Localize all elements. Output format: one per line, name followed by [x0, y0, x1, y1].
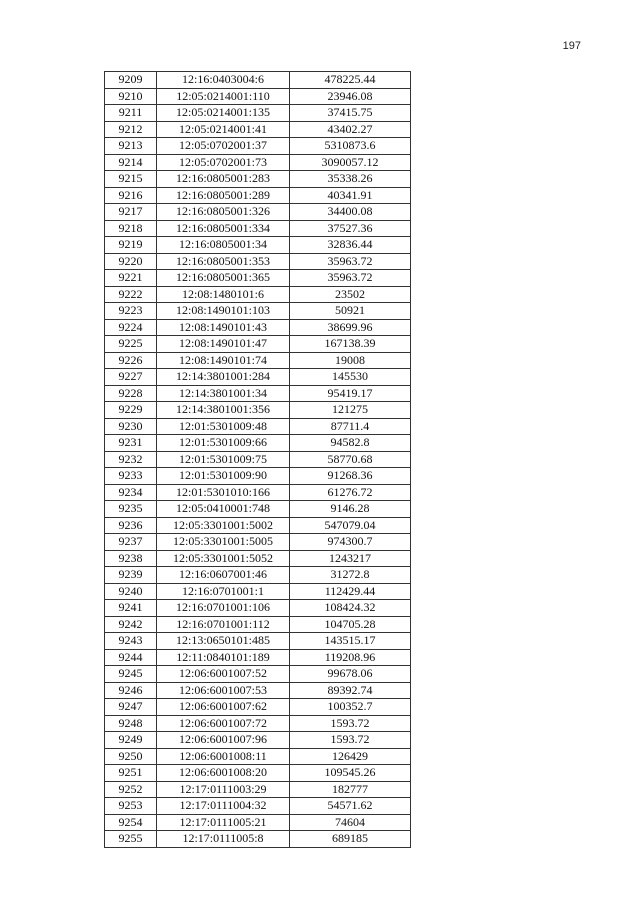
value-cell: 87711.4: [290, 418, 411, 435]
row-number-cell: 9217: [105, 204, 157, 221]
table-row: [105, 715, 411, 732]
cadastral-number-cell: 12:05:0702001:37: [157, 138, 290, 155]
table-row: [105, 831, 411, 848]
row-number-cell: 9251: [105, 765, 157, 782]
value-cell: 478225.44: [290, 72, 411, 89]
table-row: [105, 567, 411, 584]
row-number-cell: 9225: [105, 336, 157, 353]
table-row: [105, 781, 411, 798]
value-cell: 54571.62: [290, 798, 411, 815]
value-cell: 91268.36: [290, 468, 411, 485]
row-number-cell: 9212: [105, 121, 157, 138]
table-row: [105, 682, 411, 699]
cadastral-value-table: [104, 71, 411, 848]
table-body: [105, 72, 411, 848]
value-cell: 100352.7: [290, 699, 411, 716]
value-cell: 145530: [290, 369, 411, 386]
value-cell: 23946.08: [290, 88, 411, 105]
row-number-cell: 9239: [105, 567, 157, 584]
value-cell: 104705.28: [290, 616, 411, 633]
cadastral-number-cell: 12:08:1490101:43: [157, 319, 290, 336]
cadastral-number-cell: 12:01:5301010:166: [157, 484, 290, 501]
cadastral-number-cell: 12:17:0111005:8: [157, 831, 290, 848]
row-number-cell: 9246: [105, 682, 157, 699]
row-number-cell: 9238: [105, 550, 157, 567]
cadastral-number-cell: 12:16:0805001:34: [157, 237, 290, 254]
row-number-cell: 9227: [105, 369, 157, 386]
value-cell: 182777: [290, 781, 411, 798]
row-number-cell: 9237: [105, 534, 157, 551]
cadastral-number-cell: 12:08:1490101:74: [157, 352, 290, 369]
table-row: [105, 765, 411, 782]
row-number-cell: 9216: [105, 187, 157, 204]
cadastral-number-cell: 12:05:0214001:110: [157, 88, 290, 105]
cadastral-number-cell: 12:01:5301009:48: [157, 418, 290, 435]
value-cell: 95419.17: [290, 385, 411, 402]
cadastral-number-cell: 12:06:6001007:53: [157, 682, 290, 699]
value-cell: 9146.28: [290, 501, 411, 518]
cadastral-number-cell: 12:08:1490101:103: [157, 303, 290, 320]
value-cell: 119208.96: [290, 649, 411, 666]
cadastral-number-cell: 12:06:6001007:96: [157, 732, 290, 749]
cadastral-number-cell: 12:16:0701001:112: [157, 616, 290, 633]
table-row: [105, 600, 411, 617]
table-row: [105, 402, 411, 419]
table-row: [105, 501, 411, 518]
row-number-cell: 9213: [105, 138, 157, 155]
value-cell: 35338.26: [290, 171, 411, 188]
cadastral-number-cell: 12:01:5301009:90: [157, 468, 290, 485]
cadastral-number-cell: 12:16:0403004:6: [157, 72, 290, 89]
value-cell: 61276.72: [290, 484, 411, 501]
row-number-cell: 9254: [105, 814, 157, 831]
value-cell: 89392.74: [290, 682, 411, 699]
cadastral-number-cell: 12:06:6001007:52: [157, 666, 290, 683]
cadastral-number-cell: 12:17:0111004:32: [157, 798, 290, 815]
table-row: [105, 237, 411, 254]
row-number-cell: 9233: [105, 468, 157, 485]
row-number-cell: 9230: [105, 418, 157, 435]
cadastral-number-cell: 12:06:6001007:62: [157, 699, 290, 716]
table-row: [105, 105, 411, 122]
value-cell: 40341.91: [290, 187, 411, 204]
value-cell: 974300.7: [290, 534, 411, 551]
row-number-cell: 9236: [105, 517, 157, 534]
table-row: [105, 72, 411, 89]
row-number-cell: 9231: [105, 435, 157, 452]
value-cell: 34400.08: [290, 204, 411, 221]
value-cell: 1243217: [290, 550, 411, 567]
value-cell: 109545.26: [290, 765, 411, 782]
table-row: [105, 468, 411, 485]
value-cell: 3090057.12: [290, 154, 411, 171]
cadastral-number-cell: 12:16:0701001:106: [157, 600, 290, 617]
table-row: [105, 699, 411, 716]
row-number-cell: 9253: [105, 798, 157, 815]
cadastral-number-cell: 12:05:3301001:5005: [157, 534, 290, 551]
table-row: [105, 187, 411, 204]
value-cell: 37527.36: [290, 220, 411, 237]
value-cell: 94582.8: [290, 435, 411, 452]
value-cell: 31272.8: [290, 567, 411, 584]
table-row: [105, 534, 411, 551]
row-number-cell: 9229: [105, 402, 157, 419]
cadastral-number-cell: 12:05:0702001:73: [157, 154, 290, 171]
table-row: [105, 616, 411, 633]
cadastral-number-cell: 12:01:5301009:75: [157, 451, 290, 468]
cadastral-number-cell: 12:08:1480101:6: [157, 286, 290, 303]
row-number-cell: 9242: [105, 616, 157, 633]
value-cell: 112429.44: [290, 583, 411, 600]
table-row: [105, 814, 411, 831]
row-number-cell: 9224: [105, 319, 157, 336]
value-cell: 58770.68: [290, 451, 411, 468]
cadastral-number-cell: 12:16:0805001:289: [157, 187, 290, 204]
table-row: [105, 303, 411, 320]
row-number-cell: 9210: [105, 88, 157, 105]
row-number-cell: 9218: [105, 220, 157, 237]
table-row: [105, 435, 411, 452]
table-row: [105, 451, 411, 468]
table-row: [105, 319, 411, 336]
value-cell: 37415.75: [290, 105, 411, 122]
cadastral-number-cell: 12:11:0840101:189: [157, 649, 290, 666]
cadastral-number-cell: 12:17:0111005:21: [157, 814, 290, 831]
value-cell: 167138.39: [290, 336, 411, 353]
row-number-cell: 9250: [105, 748, 157, 765]
value-cell: 121275: [290, 402, 411, 419]
value-cell: 32836.44: [290, 237, 411, 254]
cadastral-number-cell: 12:05:0410001:748: [157, 501, 290, 518]
cadastral-number-cell: 12:05:0214001:135: [157, 105, 290, 122]
table-row: [105, 517, 411, 534]
row-number-cell: 9234: [105, 484, 157, 501]
row-number-cell: 9245: [105, 666, 157, 683]
row-number-cell: 9241: [105, 600, 157, 617]
value-cell: 50921: [290, 303, 411, 320]
table-row: [105, 550, 411, 567]
cadastral-number-cell: 12:16:0607001:46: [157, 567, 290, 584]
table-row: [105, 352, 411, 369]
value-cell: 35963.72: [290, 253, 411, 270]
row-number-cell: 9228: [105, 385, 157, 402]
value-cell: 23502: [290, 286, 411, 303]
row-number-cell: 9226: [105, 352, 157, 369]
row-number-cell: 9243: [105, 633, 157, 650]
cadastral-number-cell: 12:17:0111003:29: [157, 781, 290, 798]
row-number-cell: 9244: [105, 649, 157, 666]
cadastral-number-cell: 12:14:3801001:356: [157, 402, 290, 419]
row-number-cell: 9220: [105, 253, 157, 270]
row-number-cell: 9235: [105, 501, 157, 518]
cadastral-number-cell: 12:16:0805001:326: [157, 204, 290, 221]
value-cell: 74604: [290, 814, 411, 831]
value-cell: 38699.96: [290, 319, 411, 336]
table-row: [105, 633, 411, 650]
page-number: 197: [562, 40, 581, 52]
row-number-cell: 9255: [105, 831, 157, 848]
table-row: [105, 204, 411, 221]
cadastral-number-cell: 12:06:6001008:20: [157, 765, 290, 782]
value-cell: 547079.04: [290, 517, 411, 534]
table-row: [105, 798, 411, 815]
row-number-cell: 9219: [105, 237, 157, 254]
row-number-cell: 9211: [105, 105, 157, 122]
value-cell: 1593.72: [290, 715, 411, 732]
cadastral-number-cell: 12:14:3801001:284: [157, 369, 290, 386]
row-number-cell: 9240: [105, 583, 157, 600]
table-row: [105, 154, 411, 171]
cadastral-number-cell: 12:16:0805001:334: [157, 220, 290, 237]
row-number-cell: 9221: [105, 270, 157, 287]
cadastral-number-cell: 12:16:0805001:283: [157, 171, 290, 188]
cadastral-number-cell: 12:05:3301001:5002: [157, 517, 290, 534]
table-row: [105, 666, 411, 683]
row-number-cell: 9247: [105, 699, 157, 716]
table-row: [105, 286, 411, 303]
cadastral-number-cell: 12:05:3301001:5052: [157, 550, 290, 567]
cadastral-number-cell: 12:06:6001008:11: [157, 748, 290, 765]
value-cell: 35963.72: [290, 270, 411, 287]
table-row: [105, 369, 411, 386]
cadastral-number-cell: 12:14:3801001:34: [157, 385, 290, 402]
table-row: [105, 748, 411, 765]
table-row: [105, 336, 411, 353]
cadastral-number-cell: 12:16:0805001:353: [157, 253, 290, 270]
row-number-cell: 9214: [105, 154, 157, 171]
table-row: [105, 732, 411, 749]
table-row: [105, 385, 411, 402]
row-number-cell: 9215: [105, 171, 157, 188]
row-number-cell: 9249: [105, 732, 157, 749]
row-number-cell: 9232: [105, 451, 157, 468]
cadastral-number-cell: 12:08:1490101:47: [157, 336, 290, 353]
value-cell: 19008: [290, 352, 411, 369]
value-cell: 5310873.6: [290, 138, 411, 155]
value-cell: 108424.32: [290, 600, 411, 617]
table-row: [105, 418, 411, 435]
table-row: [105, 583, 411, 600]
value-cell: 99678.06: [290, 666, 411, 683]
row-number-cell: 9209: [105, 72, 157, 89]
cadastral-number-cell: 12:06:6001007:72: [157, 715, 290, 732]
cadastral-number-cell: 12:16:0701001:1: [157, 583, 290, 600]
value-cell: 143515.17: [290, 633, 411, 650]
value-cell: 1593.72: [290, 732, 411, 749]
table-row: [105, 138, 411, 155]
table-row: [105, 484, 411, 501]
value-cell: 43402.27: [290, 121, 411, 138]
cadastral-number-cell: 12:16:0805001:365: [157, 270, 290, 287]
table-row: [105, 649, 411, 666]
table-row: [105, 171, 411, 188]
table-row: [105, 121, 411, 138]
value-cell: 689185: [290, 831, 411, 848]
cadastral-number-cell: 12:13:0650101:485: [157, 633, 290, 650]
cadastral-number-cell: 12:05:0214001:41: [157, 121, 290, 138]
row-number-cell: 9223: [105, 303, 157, 320]
value-cell: 126429: [290, 748, 411, 765]
table-row: [105, 88, 411, 105]
table-row: [105, 220, 411, 237]
row-number-cell: 9222: [105, 286, 157, 303]
cadastral-number-cell: 12:01:5301009:66: [157, 435, 290, 452]
row-number-cell: 9252: [105, 781, 157, 798]
row-number-cell: 9248: [105, 715, 157, 732]
table-row: [105, 253, 411, 270]
table-row: [105, 270, 411, 287]
